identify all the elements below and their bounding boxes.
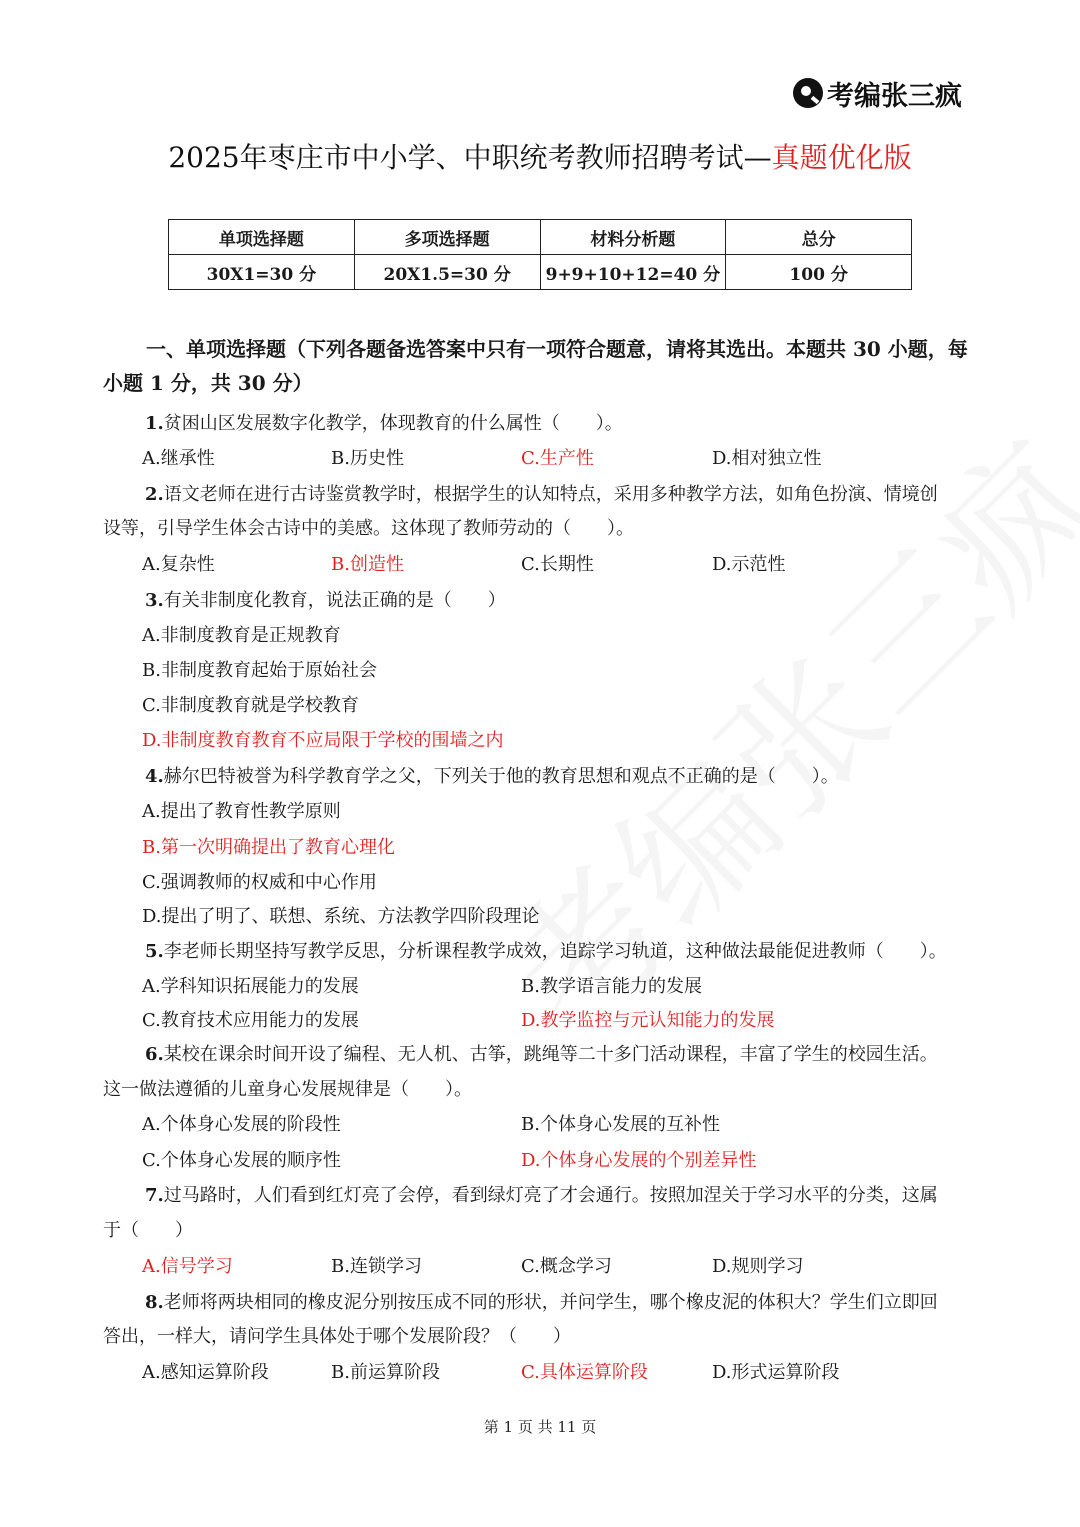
- title-highlight: 真题优化版: [771, 141, 912, 174]
- question-stem: [145, 409, 623, 439]
- question-text: 李老师长期坚持写教学反思，分析课程教学成效，追踪学习轨道，这种做法最能促进教师（ ）。: [163, 941, 947, 962]
- question-stem: [145, 586, 506, 616]
- option-c[interactable]: C.教育技术应用能力的发展: [142, 1010, 359, 1031]
- title-main: 2025年枣庄市中小学、中职统考教师招聘考试—: [168, 141, 772, 174]
- option-a[interactable]: A.继承性: [142, 448, 215, 469]
- option-d[interactable]: D.示范性: [712, 554, 786, 575]
- option-d[interactable]: D.提出了明了、联想、系统、方法教学四阶段理论: [142, 906, 540, 927]
- question-number: 3.: [145, 590, 164, 611]
- option-d-correct[interactable]: D.个体身心发展的个别差异性: [521, 1150, 757, 1171]
- page-title: [0, 136, 1080, 176]
- option-a[interactable]: A.复杂性: [142, 554, 215, 575]
- brand-logo: [793, 74, 962, 112]
- question-number: 8.: [145, 1292, 164, 1313]
- question-text: 赫尔巴特被誉为科学教育学之父，下列关于他的教育思想和观点不正确的是（ ）。: [163, 766, 839, 787]
- option-c[interactable]: C.长期性: [521, 554, 594, 575]
- option-c-correct[interactable]: C.具体运算阶段: [521, 1362, 648, 1383]
- score-value-cell: 20X1.5=30 分: [354, 255, 540, 290]
- question-text-continued: 设等，引导学生体会古诗中的美感。这体现了教师劳动的（ ）。: [103, 518, 634, 539]
- option-d[interactable]: D.规则学习: [712, 1256, 804, 1277]
- option-c[interactable]: C.强调教师的权威和中心作用: [142, 872, 377, 893]
- question-text: 贫困山区发展数字化教学，体现教育的什么属性（ ）。: [163, 413, 623, 434]
- option-d[interactable]: D.相对独立性: [712, 448, 822, 469]
- option-a[interactable]: A.学科知识拓展能力的发展: [142, 976, 359, 997]
- question-text: 老师将两块相同的橡皮泥分别按压成不同的形状，并问学生，哪个橡皮泥的体积大？学生们立即回: [163, 1292, 938, 1313]
- brand-name: 考编张三疯: [827, 80, 962, 112]
- question-text-continued: 于（ ）: [103, 1220, 193, 1241]
- option-a[interactable]: A.非制度教育是正规教育: [142, 625, 341, 646]
- question-stem: [145, 1288, 938, 1318]
- option-b[interactable]: B.前运算阶段: [331, 1362, 440, 1383]
- question-text: 某校在课余时间开设了编程、无人机、古筝，跳绳等二十多门活动课程，丰富了学生的校园生活。: [163, 1044, 938, 1065]
- score-table-value-row: [169, 255, 912, 290]
- question-number: 6.: [145, 1044, 164, 1065]
- score-value-cell: 100 分: [726, 255, 912, 290]
- score-header-cell: 单项选择题: [169, 220, 355, 255]
- option-a[interactable]: A.感知运算阶段: [142, 1362, 269, 1383]
- question-number: 7.: [145, 1185, 164, 1206]
- score-header-cell: 总分: [726, 220, 912, 255]
- option-d-correct[interactable]: D.教学监控与元认知能力的发展: [521, 1010, 775, 1031]
- question-number: 4.: [145, 766, 164, 787]
- section-heading: 一、单项选择题（下列各题备选答案中只有一项符合题意，请将其选出。本题共 30 小题，每小题 1 分，共 30 分）: [103, 337, 968, 395]
- question-stem: [145, 1181, 938, 1211]
- score-header-cell: 多项选择题: [354, 220, 540, 255]
- option-c-correct[interactable]: C.生产性: [521, 448, 594, 469]
- question-number: 5.: [145, 941, 164, 962]
- question-text-continued: 这一做法遵循的儿童身心发展规律是（ ）。: [103, 1079, 472, 1100]
- page-footer: 第 1 页 共 11 页: [483, 1418, 597, 1436]
- option-a[interactable]: A.提出了教育性教学原则: [142, 801, 341, 822]
- option-b[interactable]: B.个体身心发展的互补性: [521, 1114, 720, 1135]
- option-b-correct[interactable]: B.第一次明确提出了教育心理化: [142, 837, 395, 858]
- option-c[interactable]: C.非制度教育就是学校教育: [142, 695, 359, 716]
- option-c[interactable]: C.个体身心发展的顺序性: [142, 1150, 341, 1171]
- question-number: 2.: [145, 484, 164, 505]
- option-d[interactable]: D.形式运算阶段: [712, 1362, 840, 1383]
- question-text: 有关非制度化教育，说法正确的是（ ）: [163, 590, 506, 611]
- score-table: [168, 219, 912, 290]
- option-b[interactable]: B.非制度教育起始于原始社会: [142, 660, 377, 681]
- question-text: 语文老师在进行古诗鉴赏教学时，根据学生的认知特点，采用多种教学方法，如角色扮演、情境创: [163, 484, 938, 505]
- option-b[interactable]: B.连锁学习: [331, 1256, 422, 1277]
- option-a-correct[interactable]: A.信号学习: [142, 1256, 233, 1277]
- score-header-cell: 材料分析题: [540, 220, 726, 255]
- score-value-cell: 30X1=30 分: [169, 255, 355, 290]
- magnifier-q-icon: [793, 78, 823, 108]
- question-number: 1.: [145, 413, 164, 434]
- option-b[interactable]: B.教学语言能力的发展: [521, 976, 702, 997]
- score-value-cell: 9+9+10+12=40 分: [540, 255, 726, 290]
- option-b-correct[interactable]: B.创造性: [331, 554, 404, 575]
- score-table-header-row: [169, 220, 912, 255]
- option-b[interactable]: B.历史性: [331, 448, 404, 469]
- question-stem: [145, 937, 947, 967]
- option-a[interactable]: A.个体身心发展的阶段性: [142, 1114, 341, 1135]
- question-stem: [145, 1040, 938, 1070]
- option-c[interactable]: C.概念学习: [521, 1256, 612, 1277]
- question-stem: [145, 480, 938, 510]
- question-text-continued: 答出，一样大，请问学生具体处于哪个发展阶段？（ ）: [103, 1326, 571, 1347]
- option-d-correct[interactable]: D.非制度教育教育不应局限于学校的围墙之内: [142, 730, 504, 751]
- question-stem: [145, 762, 839, 792]
- question-text: 过马路时，人们看到红灯亮了会停，看到绿灯亮了才会通行。按照加涅关于学习水平的分类，这属: [163, 1185, 938, 1206]
